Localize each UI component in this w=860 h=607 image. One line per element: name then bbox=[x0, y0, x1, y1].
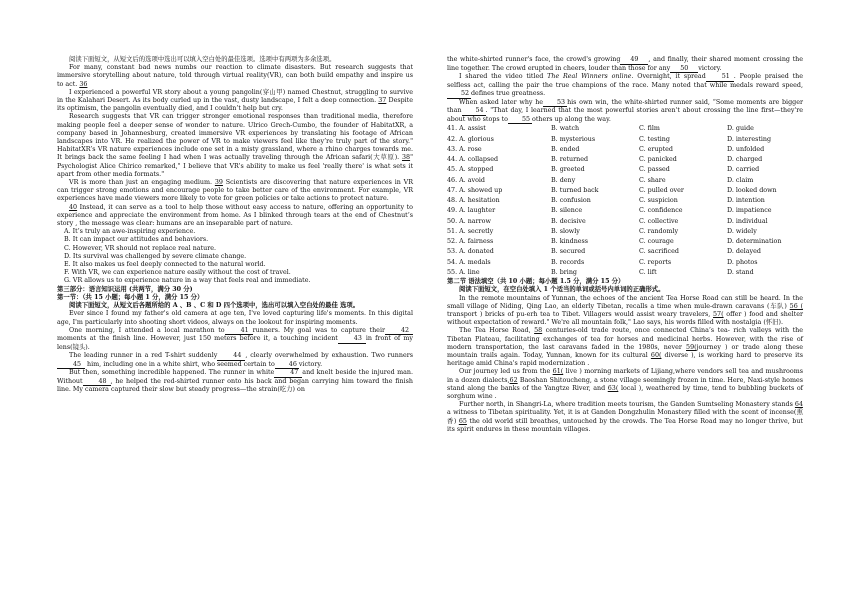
choice-option[interactable]: 45. A. stopped bbox=[447, 166, 494, 174]
choice-option[interactable]: C. share bbox=[639, 176, 666, 184]
choice-option[interactable]: D. delayed bbox=[727, 248, 761, 256]
choice-option[interactable]: C. passed bbox=[639, 166, 670, 174]
blank-36[interactable]: 36 bbox=[79, 80, 88, 88]
choice-table-body bbox=[447, 124, 803, 278]
choice-option[interactable]: C. reports bbox=[639, 258, 672, 266]
blank-51[interactable]: 51 bbox=[706, 74, 734, 82]
choice-option[interactable]: 44. A. collapsed bbox=[447, 156, 499, 164]
blank-63[interactable]: 63( bbox=[607, 384, 619, 392]
choice-option[interactable]: 42. A. glorious bbox=[447, 135, 494, 143]
option-item[interactable]: C. However, VR should not replace real nature. bbox=[64, 244, 217, 252]
blank-49[interactable]: 49 bbox=[620, 57, 648, 65]
choice-option[interactable]: C. panicked bbox=[639, 156, 677, 164]
choice-option[interactable]: B. bring bbox=[551, 268, 577, 276]
choice-row bbox=[447, 135, 803, 145]
blank-55[interactable]: 55 bbox=[508, 117, 532, 125]
choice-option[interactable]: 55. A. line bbox=[447, 268, 480, 276]
choice-option[interactable]: D. impatience bbox=[727, 207, 772, 215]
choice-option[interactable]: B. records bbox=[551, 258, 585, 266]
paragraph: For many, constant bad news numbs our reaction to climate disasters. But research suggests that immersive storytelling about nature, told through virtual reality(VR), can both build empathy and inspire us to act. 36 bbox=[57, 64, 413, 88]
choice-row bbox=[447, 196, 803, 206]
choice-option[interactable]: 48. A. hesitation bbox=[447, 197, 500, 205]
choice-option[interactable]: B. confusion bbox=[551, 197, 591, 205]
choice-option[interactable]: B. slowly bbox=[551, 227, 580, 235]
choice-option[interactable]: B. watch bbox=[551, 125, 580, 133]
blank-40[interactable]: 40 bbox=[69, 203, 78, 211]
choice-row bbox=[447, 165, 803, 175]
paragraph: When asked later why he 53 his own win, the white-shirted runner said, “Some moments are bigger than 54 . "That day, I learned that the most powerful stories aren't about crossing the line first—they're about who stops to 55 others up along the way. bbox=[447, 98, 803, 123]
paragraph: Further north, in Shangri-La, where tradition meets tourism, the Ganden Sumtseling Monastery stands 64 a witness to Tibetan spirituality. Yet, it is at Ganden Dongzhulin Monastery filled with the scent of incense(熏香) 65 the old world still breathes, untouched by the crowds. The Tea Horse Road may no longer thrive, but its spirit endures in these mountain villages. bbox=[447, 401, 803, 433]
blank-39[interactable]: 39 bbox=[214, 179, 223, 187]
choice-option[interactable]: 54. A. medals bbox=[447, 258, 491, 266]
option-item[interactable]: B. It can impact our attitudes and behaviors. bbox=[64, 236, 209, 244]
choice-option[interactable]: D. charged bbox=[727, 156, 763, 164]
choice-option[interactable]: 43. A. rose bbox=[447, 145, 482, 153]
paragraph: Ever since I found my father's old camera at age ten, I've loved capturing life's moments. In this digital age, I'm particularly into shooting short videos, always on the lookout for inspiring moments. bbox=[57, 310, 413, 326]
section-one-instructions: 阅读下面短文，从短文后各题所给的 A 、B 、C 和 D 四个选项中，选出可以填入空白处的最佳 选项。 bbox=[69, 302, 360, 310]
choice-option[interactable]: 49. A. laughter bbox=[447, 207, 496, 215]
choice-option[interactable]: B. secured bbox=[551, 248, 586, 256]
blank-37[interactable]: 37 bbox=[378, 97, 387, 105]
choice-row bbox=[447, 176, 803, 186]
choice-option[interactable]: C. randomly bbox=[639, 227, 679, 235]
blank-48[interactable]: 48 bbox=[83, 379, 111, 387]
part-three-heading: 第三部分：语言知识运用 (共两节，满分 30 分) bbox=[57, 285, 193, 293]
choice-option[interactable]: C. testing bbox=[639, 135, 670, 143]
paragraph: I experienced a powerful VR story about a young pangolin(穿山甲) named Chestnut, struggling to survive in the Kalahari Desert. As its body curled up in the vast, dusty landscape, I felt a deep connection. 37 Despite its optimism, the pangolin eventually died, and I couldn’t help but cry. bbox=[57, 88, 413, 113]
paragraph: One morning, I attended a local marathon to 41 runners. My goal was to capture their 42 moments at the finish line. However, just 150 meters before it, a touching incident 43 in front of my lens(镜头). bbox=[57, 326, 413, 351]
choice-option[interactable]: B. decisive bbox=[551, 217, 586, 225]
choice-option[interactable]: B. returned bbox=[551, 156, 589, 164]
paragraph: In the remote mountains of Yunnan, the echoes of the ancient Tea Horse Road can still be heard. In the small village of Niding, Qing Lao, an elderly Tibetan, recalls a time when mule-drawn caravans (车队) 56 ( transport ) bricks of pu-erh tea to Tibet. Villagers would assist weary travelers, 57( offer ) food and shelter without expectation of reward." We're all mountain folk," Lao says, his words filled with nostalgia (怀旧). bbox=[447, 294, 803, 327]
left-column bbox=[57, 56, 413, 395]
blank-53[interactable]: 53 bbox=[543, 100, 567, 108]
paragraph: VR is more than just an engaging medium. 39 Scientists are discovering that nature experiences in VR can trigger strong emotions and encourage people to take better care of the environment. For example, VR experiences have made viewers more likely to vote for green policies or take actions to protect nature. bbox=[57, 179, 413, 203]
choice-option[interactable]: C. lift bbox=[639, 268, 657, 276]
choice-option[interactable]: D. claim bbox=[727, 176, 754, 184]
video-title: The Real Winners online bbox=[547, 73, 632, 81]
choice-option[interactable]: D. unfolded bbox=[727, 145, 765, 153]
choice-table bbox=[447, 124, 803, 278]
blank-45[interactable]: 45 bbox=[57, 362, 85, 370]
choice-option[interactable]: B. ended bbox=[551, 145, 580, 153]
choice-option[interactable]: D. photos bbox=[727, 258, 758, 266]
choice-option[interactable]: B. silence bbox=[551, 207, 583, 215]
section-one-heading: 第一节：（共 15 小题；每小题 1 分，满分 15 分） bbox=[57, 293, 204, 301]
choice-option[interactable]: C. confidence bbox=[639, 207, 683, 215]
choice-option[interactable]: C. sacrificed bbox=[639, 248, 679, 256]
choice-row bbox=[447, 227, 803, 237]
option-item[interactable]: F. With VR, we can experience nature easily without the cost of travel. bbox=[64, 269, 291, 277]
choice-row bbox=[447, 258, 803, 268]
choice-row bbox=[447, 124, 803, 134]
choice-option[interactable]: 46. A. avoid bbox=[447, 176, 485, 184]
choice-option[interactable]: D. stand bbox=[727, 268, 754, 276]
choice-option[interactable]: D. intention bbox=[727, 197, 765, 205]
blank-47[interactable]: 47 bbox=[274, 370, 302, 378]
choice-option[interactable]: B. greeted bbox=[551, 166, 585, 174]
choice-option[interactable]: B. kindness bbox=[551, 238, 589, 246]
option-item[interactable]: D. Its survival was challenged by severe climate change. bbox=[64, 252, 247, 260]
paragraph: I shared the video titled The Real Winners online. Overnight, it spread 51 . People praised the selfless act, calling the pair the true champions of the race. Many noted that while medals reward speed, 52 defines true greatness. bbox=[447, 73, 803, 97]
choice-option[interactable]: 52. A. fairness bbox=[447, 238, 494, 246]
section-two-instructions: 阅读下面短文，在空白处填入 1 个适当的单词或括号内单词的正确形式。 bbox=[459, 286, 665, 294]
choice-row bbox=[447, 217, 803, 227]
choice-row bbox=[447, 268, 803, 278]
blank-57[interactable]: 57( bbox=[713, 310, 724, 318]
blank-59[interactable]: 59( bbox=[686, 343, 697, 351]
choice-option[interactable]: B. deny bbox=[551, 176, 576, 184]
choice-option[interactable]: D. individual bbox=[727, 217, 768, 225]
choice-row bbox=[447, 186, 803, 196]
reading-instructions: 阅读下面短文，从短文后的选项中选出可以填入空白处的最佳选项。选项中有两项为多余选项。 bbox=[69, 56, 336, 63]
section-two-heading: 第二节 语法填空（共 10 小题；每小题 1.5 分，满分 15 分） bbox=[447, 278, 625, 286]
blank-64[interactable]: 64 bbox=[794, 401, 803, 409]
blank-38[interactable]: 38 bbox=[401, 154, 411, 162]
choice-option[interactable]: D. guide bbox=[727, 125, 754, 133]
choice-option[interactable]: 51. A. secretly bbox=[447, 227, 494, 235]
paragraph: The Tea Horse Road, 58 centuries-old trade route, once connected China’s tea- rich valleys with the Tibetan Plateau, facilitating exchanges of tea for horses and medicinal herbs. However, with the rise of modern transportation, the last caravans faded in the 1980s, never 59(journey ) or trade along these mountain trails again. Today, Yunnan, known for its cultural 60( diverse ), is working hard to preserve its heritage amid China's rapid modernization . bbox=[447, 327, 803, 368]
choice-option[interactable]: 50. A. narrow bbox=[447, 217, 491, 225]
choice-option[interactable]: B. mysterious bbox=[551, 135, 596, 143]
blank-44[interactable]: 44 bbox=[217, 353, 245, 361]
blank-61[interactable]: 61( bbox=[552, 368, 564, 376]
blank-52[interactable]: 52 bbox=[447, 91, 471, 99]
option-item[interactable]: G. VR allows us to experience nature in a way that feels real and immediate. bbox=[64, 277, 311, 285]
choice-option[interactable]: 47. A. showed up bbox=[447, 186, 503, 194]
paragraph: The leading runner in a red T-shirt suddenly 44 , clearly overwhelmed by exhaustion. Two runners45 him, including one in a white shirt, who seemed certain to 46 victory. bbox=[57, 352, 413, 369]
choice-row bbox=[447, 237, 803, 247]
choice-option[interactable]: C. suspicion bbox=[639, 197, 678, 205]
paragraph: But then, something incredible happened. The runner in white 47 and knelt beside the injured man. Without 48 , he helped the red-shirted runner onto his back and began carrying him toward the finish line. My camera captured their slow but steady progress—the strain(吃力) on bbox=[57, 369, 413, 394]
blank-46[interactable]: 46 bbox=[275, 362, 299, 370]
right-column bbox=[447, 56, 803, 434]
choice-option[interactable]: C. courage bbox=[639, 238, 674, 246]
paragraph: the white-shirted runner's face, the crowd's growing 49 , and finally, their shared moment crossing the line together. The crowd erupted in cheers, louder than those for any 50 victory. bbox=[447, 56, 804, 72]
choice-option[interactable]: D. widely bbox=[727, 227, 757, 235]
choice-option[interactable]: C. collective bbox=[639, 217, 679, 225]
paragraph: Research suggests that VR can trigger stronger emotional responses than traditional media, therefore making people feel a deeper sense of wonder to nature. Ulrico Grech-Cumbo, the founder of HabitatXR, a company based in Johannesburg, created immersive VR experiences by translating his footage of African landscapes into VR. He realized the power of VR to make viewers feel like they’re truly part of the story." HabitatXR’s VR nature experiences include one set in a misty grassland, where a rhino charges towards me. It brings back the same feeling I had when I was actually traveling through the African safari(大草原). 38" Psychologist Alice Chirico remarked," I believe that VR’s ability to make us feel 'really there' is what sets it apart from other media formats." bbox=[57, 113, 413, 178]
choice-option[interactable]: D. carried bbox=[727, 166, 760, 174]
choice-option[interactable]: 53. A. donated bbox=[447, 248, 494, 256]
blank-65[interactable]: 65 bbox=[458, 417, 467, 425]
choice-option[interactable]: D. interesting bbox=[727, 135, 772, 143]
blank-41[interactable]: 41 bbox=[225, 328, 253, 336]
blank-60[interactable]: 60( bbox=[650, 351, 662, 359]
choice-option[interactable]: B. turned back bbox=[551, 186, 599, 194]
paragraph: Our journey led us from the 61( live ) morning markets of Lijiang,where vendors sell tea and mushrooms in a dozen dialects,62 Baoshan Shitoucheng, a stone village seemingly frozen in time. Here, Naxi-style homes stand along the banks of the Yangtze River, and 63( local ), weathered by time, tend to bubbling buckets of sorghum wine . bbox=[447, 368, 803, 400]
option-item[interactable]: A. It’s truly an awe-inspiring experience. bbox=[64, 228, 196, 236]
choice-option[interactable]: C. pulled over bbox=[639, 186, 684, 194]
blank-54[interactable]: 54 bbox=[462, 108, 486, 116]
paragraph: 40 Instead, it can serve as a tool to help those without easy access to nature, offering an opportunity to experience and appreciate the environment from home. As I blinked through tears at the end of Chestnut’s story , the message was clear: humans are an inseparable part of nature. bbox=[57, 203, 413, 228]
choice-row bbox=[447, 206, 803, 216]
choice-option[interactable]: D. looked down bbox=[727, 186, 777, 194]
blank-56[interactable]: 56 ( bbox=[789, 302, 803, 310]
blank-42[interactable]: 42 bbox=[385, 328, 413, 336]
option-list bbox=[57, 228, 413, 285]
option-item[interactable]: E. It also makes us feel deeply connected to the natural world. bbox=[64, 261, 266, 269]
blank-58[interactable]: 58 bbox=[534, 327, 543, 335]
choice-option[interactable]: C. film bbox=[639, 125, 660, 133]
blank-62[interactable]: 62 bbox=[509, 376, 518, 384]
choice-row bbox=[447, 155, 803, 165]
choice-option[interactable]: D. determination bbox=[727, 238, 782, 246]
blank-50[interactable]: 50 bbox=[670, 66, 698, 74]
choice-option[interactable]: 41. A. assist bbox=[447, 125, 486, 133]
choice-option[interactable]: C. erupted bbox=[639, 145, 673, 153]
choice-row bbox=[447, 145, 803, 155]
blank-43[interactable]: 43 bbox=[338, 336, 366, 344]
choice-row bbox=[447, 247, 803, 257]
